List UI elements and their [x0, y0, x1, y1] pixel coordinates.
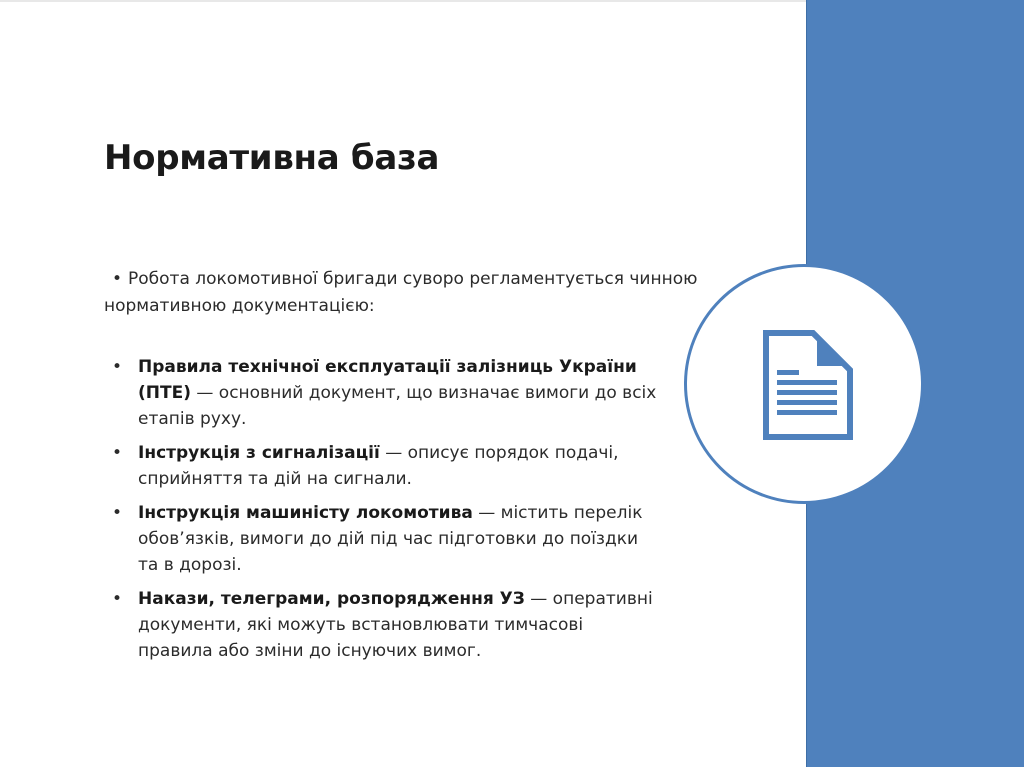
intro-text: Робота локомотивної бригади суворо регламентується чинною нормативною документацією: — [104, 269, 698, 316]
list-item — [112, 500, 657, 578]
list-item — [112, 586, 657, 664]
item-description: — оперативні документи, які можуть встановлювати тимчасові правила або зміни до існуючих вимог. — [138, 589, 653, 661]
intro-bullet: • — [112, 269, 123, 289]
slide-title: Нормативна база — [104, 138, 440, 178]
item-term: Правила технічної експлуатації залізниць України (ПТЕ) — [138, 357, 637, 403]
item-description: — основний документ, що визначає вимоги до всіх етапів руху. — [138, 383, 657, 429]
intro-paragraph — [104, 266, 704, 320]
item-term: Інструкція машиністу локомотива — [138, 503, 473, 523]
item-description: — описує порядок подачі, сприйняття та дій на сигнали. — [138, 443, 619, 489]
document-list — [112, 354, 657, 672]
list-bullet: • — [112, 443, 123, 463]
list-item — [112, 440, 657, 492]
item-term: Накази, телеграми, розпорядження УЗ — [138, 589, 525, 609]
item-description: — містить перелік обов’язків, вимоги до дій під час підготовки до поїздки та в дорозі. — [138, 503, 643, 575]
item-term: Інструкція з сигналізації — [138, 443, 380, 463]
list-bullet: • — [112, 503, 123, 523]
list-bullet: • — [112, 589, 123, 609]
list-bullet: • — [112, 357, 123, 377]
top-divider — [0, 0, 807, 2]
list-item — [112, 354, 657, 432]
document-icon — [763, 330, 853, 440]
